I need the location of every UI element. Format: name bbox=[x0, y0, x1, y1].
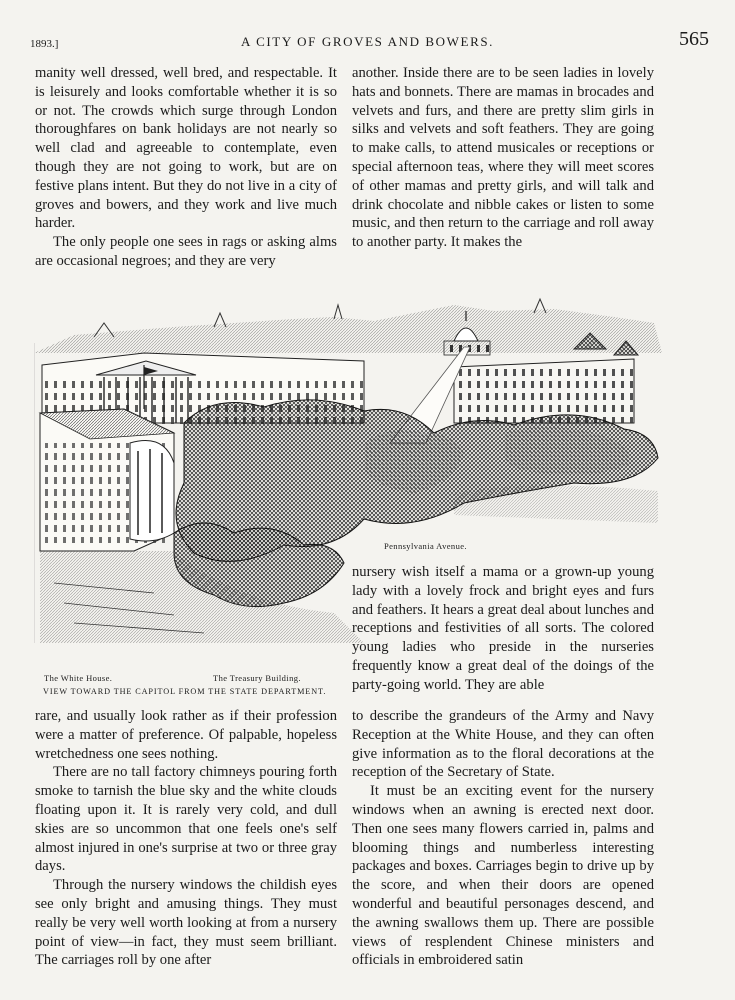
left-column-top bbox=[35, 64, 337, 271]
right-column-middle bbox=[352, 563, 654, 695]
page-number: 565 bbox=[679, 28, 709, 50]
header-title: A CITY OF GROVES AND BOWERS. bbox=[240, 34, 495, 49]
left-column-bottom bbox=[35, 707, 337, 970]
paragraph: manity well dressed, well bred, and respectable. It is leisurely and looks comfortable whether it is so or not. The crowds which surge through London thoroughfares on bank holidays are not nearly so well clad and agreeable to contemplate, even though they are not going to work, but are on festive plans intent. But they do not live in a city of groves and bowers, and they work and live much harder. bbox=[35, 65, 337, 232]
header-year: 1893.] bbox=[30, 38, 59, 50]
paragraph: Through the nursery windows the childish eyes see only bright and amusing things. They must really be very well worth looking at from a nursery point of view—in fact, they must seem brilliant. The carriages roll by one after bbox=[35, 877, 337, 969]
paragraph: nursery wish itself a mama or a grown-up young lady with a lovely frock and bright eyes and furs and feathers. It hears a great deal about lunches and receptions and festivities of all sorts. The colored young ladies who preside in the nurseries frequently know a great deal of the doings of the party-going world. They are able bbox=[352, 564, 654, 693]
right-column-bottom bbox=[352, 707, 654, 970]
running-header bbox=[0, 30, 735, 56]
caption-treasury-building: The Treasury Building. bbox=[213, 673, 301, 683]
paragraph: There are no tall factory chimneys pouring forth smoke to tarnish the blue sky and the white clouds floating upon it. It is rarely very cold, and dull skies are so uncommon that one feels one's self almost injured in one's surprise at two or three gray days. bbox=[35, 764, 337, 875]
paragraph: rare, and usually look rather as if their profession were a matter of preference. Of palpable, hopeless wretchedness one sees nothing. bbox=[35, 708, 337, 762]
figure-caption: VIEW TOWARD THE CAPITOL FROM THE STATE DEPARTMENT. bbox=[43, 687, 327, 696]
paragraph: The only people one sees in rags or asking alms are occasional negroes; and they are very bbox=[35, 234, 337, 269]
paragraph: to describe the grandeurs of the Army and Navy Reception at the White House, and they can often give information as to the floral decorations at the reception of the Secretary of State. bbox=[352, 708, 654, 781]
paragraph: another. Inside there are to be seen ladies in lovely hats and bonnets. There are mamas in brocades and velvets and furs, and there are pretty slim girls in silks and velvets and soft feathers. They are going to make calls, to attend musicales or receptions or special afternoon teas, where they will meet scores of other mamas and pretty girls, and will talk and drink chocolate and nibble cakes or listen to some music, and then return to the carriage and roll away to another party. It makes the bbox=[352, 65, 654, 251]
caption-pennsylvania-avenue: Pennsylvania Avenue. bbox=[384, 541, 467, 551]
caption-white-house: The White House. bbox=[44, 673, 113, 683]
paragraph: It must be an exciting event for the nursery windows when an awning is erected next door. Then one sees many flowers carried in, palms and blooming things and numberless interesting packages and boxes. Carriages begin to drive up by the score, and when their doors are opened wonderful and beautiful personages descend, and the awning swallows them up. There are possible views of resplendent Chinese ministers and officials in embroidered satin bbox=[352, 783, 654, 969]
right-column-top bbox=[352, 64, 654, 252]
